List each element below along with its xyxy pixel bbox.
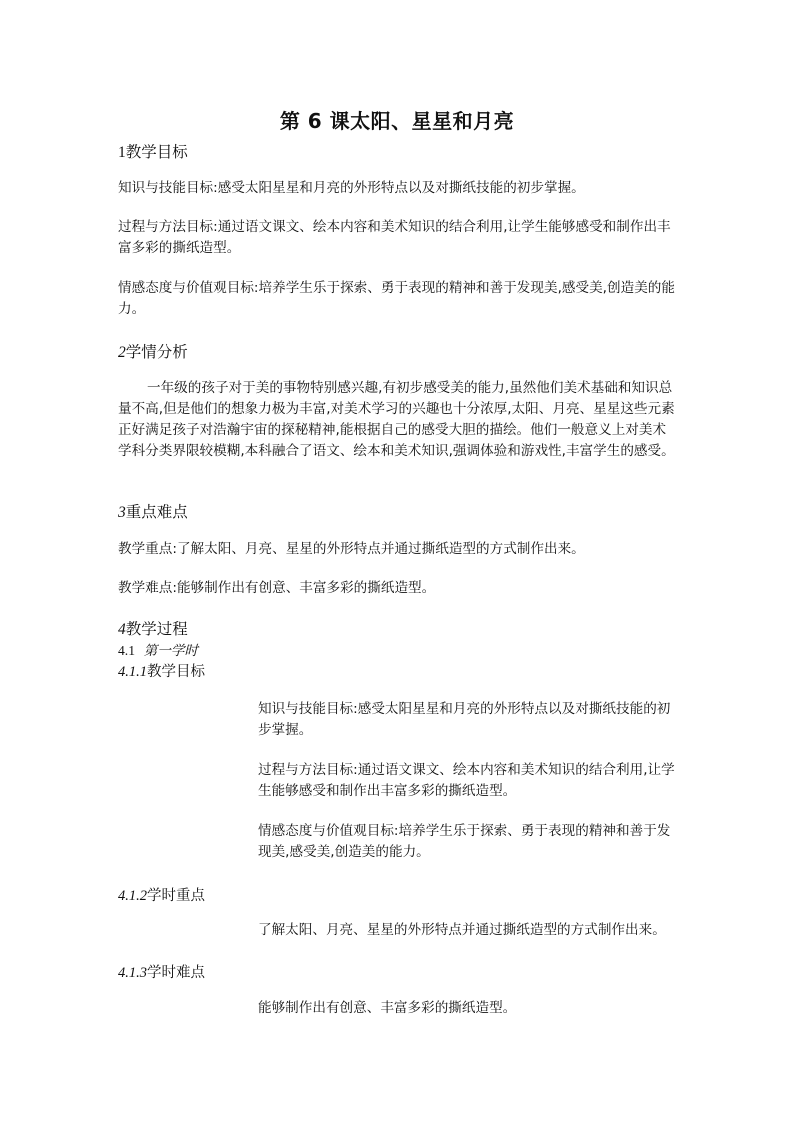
section-number: 4.1.2	[118, 888, 147, 904]
section-title: 学时重点	[147, 888, 205, 904]
student-analysis: 一年级的孩子对于美的事物特别感兴趣,有初步感受美的能力,虽然他们美术基础和知识总量不高,但是他们的想象力极为丰富,对美术学习的兴趣也十分浓厚,太阳、月亮、星星这些元素正好满足孩子对浩瀚宇宙的探秘精神,能根据自己的感受大胆的描绘。他们一般意义上对美术学科分类界限较模糊,本科融合了语文、绘本和美术知识,强调体验和游戏性,丰富学生的感受。	[118, 380, 675, 459]
section-title: 学情分析	[125, 343, 188, 361]
section-heading-4-1-1	[118, 660, 205, 681]
sub-goal-knowledge: 知识与技能目标:感受太阳星星和月亮的外形特点以及对撕纸技能的初步掌握。	[258, 701, 671, 738]
section-heading-1	[118, 140, 188, 162]
sub-key-point: 了解太阳、月亮、星星的外形特点并通过撕纸造型的方式制作出来。	[258, 922, 666, 938]
section-number: 2	[118, 344, 126, 361]
document-title: 第 6 课太阳、星星和月亮	[279, 109, 515, 133]
section-heading-2	[118, 340, 188, 362]
key-point: 教学重点:了解太阳、月亮、星星的外形特点并通过撕纸造型的方式制作出来。	[118, 541, 585, 557]
sub-difficult-point: 能够制作出有创意、丰富多彩的撕纸造型。	[258, 1000, 517, 1016]
section-heading-4-1-3	[118, 961, 205, 982]
goal-knowledge: 知识与技能目标:感受太阳星星和月亮的外形特点以及对撕纸技能的初步掌握。	[118, 180, 585, 196]
section-title: 学时难点	[147, 965, 205, 981]
section-number: 1	[118, 144, 126, 161]
section-number: 4	[118, 621, 126, 638]
difficult-point: 教学难点:能够制作出有创意、丰富多彩的撕纸造型。	[118, 580, 436, 596]
section-title: 教学过程	[125, 620, 188, 638]
section-heading-4-1-2	[118, 884, 205, 905]
sub-goal-process: 过程与方法目标:通过语文课文、绘本内容和美术知识的结合利用,让学生能够感受和制作出丰富多彩的撕纸造型。	[258, 762, 675, 799]
goal-process: 过程与方法目标:通过语文课文、绘本内容和美术知识的结合利用,让学生能够感受和制作出丰富多彩的撕纸造型。	[118, 219, 671, 256]
section-heading-4	[118, 617, 188, 639]
section-number: 4.1.1	[118, 664, 147, 680]
section-heading-3	[118, 500, 188, 522]
section-number: 3	[118, 504, 126, 521]
section-title: 重点难点	[125, 503, 188, 521]
section-title: 第一学时	[143, 643, 199, 658]
section-heading-4-1	[118, 639, 198, 659]
section-title: 教学目标	[125, 143, 188, 161]
section-number: 4.1	[118, 643, 135, 658]
section-title: 教学目标	[147, 664, 205, 680]
sub-goal-emotion: 情感态度与价值观目标:培养学生乐于探索、勇于表现的精神和善于发现美,感受美,创造美的能力。	[258, 823, 671, 860]
goal-emotion: 情感态度与价值观目标:培养学生乐于探索、勇于表现的精神和善于发现美,感受美,创造美的能力。	[118, 280, 675, 317]
section-number: 4.1.3	[118, 965, 147, 981]
